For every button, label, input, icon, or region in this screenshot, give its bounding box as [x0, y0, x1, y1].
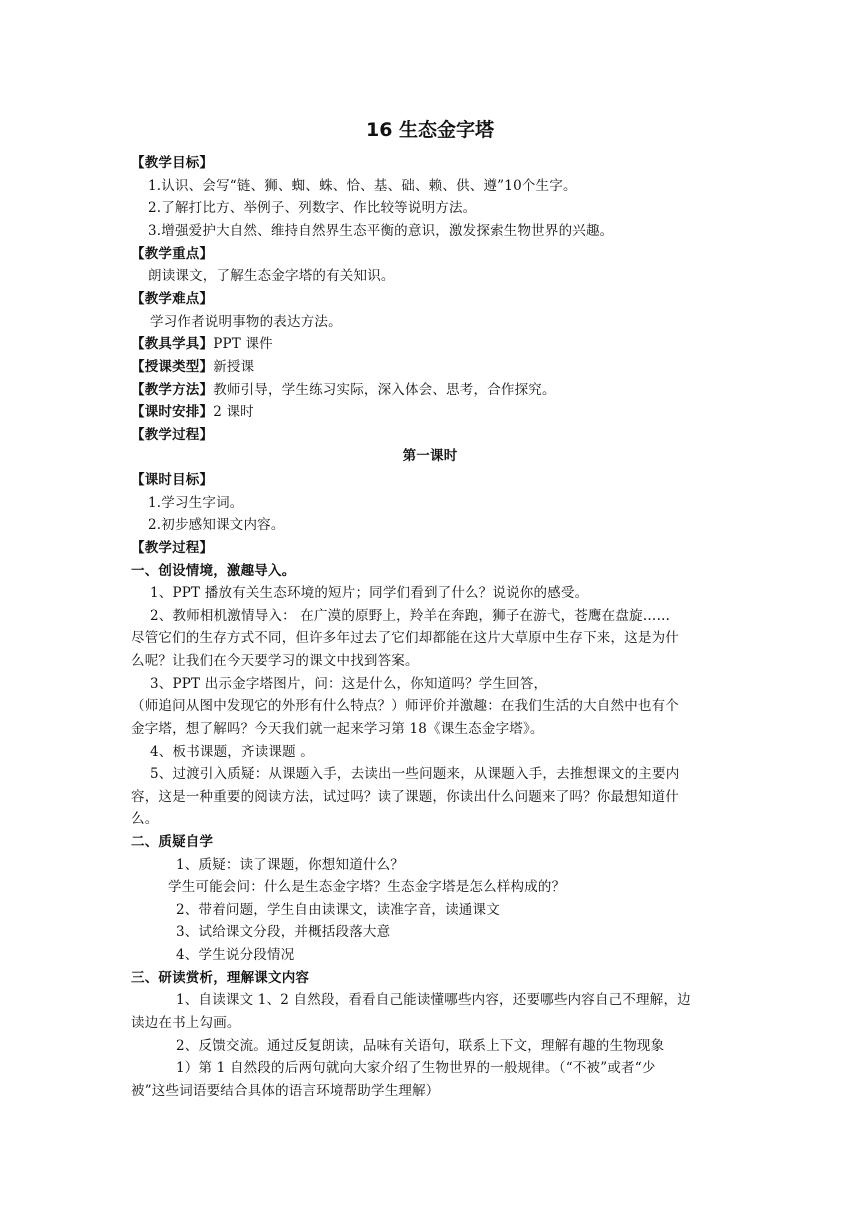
part-2-heading: 二、质疑自学: [131, 834, 214, 850]
part-1-step-4: 4、板书课题，齐读课题 。: [150, 744, 314, 760]
lesson-type-label: 【授课类型】: [131, 359, 214, 375]
first-lesson-heading: 第一课时: [402, 448, 458, 464]
objective-2: 2.了解打比方、举例子、列数字、作比较等说明方法。: [148, 200, 477, 216]
part-2-step-1: 1、质疑：读了课题，你想知道什么？: [176, 857, 404, 873]
key-points-text: 朗读课文，了解生态金字塔的有关知识。: [148, 268, 395, 284]
part-1-step-1: 1、PPT 播放有关生态环境的短片；同学们看到了什么？说说你的感受。: [150, 585, 589, 601]
lesson-objective-1: 1.学习生字词。: [148, 495, 244, 511]
part-3-step-1: 1、自读课文 1、2 自然段，看看自己能读懂哪些内容，还要哪些内容自己不理解，边: [176, 992, 691, 1008]
section-heading-objectives: 【教学目标】: [131, 155, 214, 171]
part-2-step-4: 4、学生说分段情况: [176, 947, 295, 963]
objective-1: 1.认识、会写“链、狮、蜘、蛛、恰、基、础、赖、供、遵”10个生字。: [148, 178, 577, 194]
difficulties-text: 学习作者说明事物的表达方法。: [150, 314, 342, 330]
objective-3: 3.增强爱护大自然、维持自然界生态平衡的意识，激发探索生物世界的兴趣。: [148, 223, 614, 239]
part-3-step-1-cont: 读边在书上勾画。: [131, 1015, 241, 1031]
lesson-objective-2: 2.初步感知课文内容。: [148, 517, 285, 533]
lesson-type-row: [131, 356, 254, 378]
part-1-step-2-cont-1: 尽管它们的生存方式不同，但许多年过去了它们却都能在这片大草原中生存下来，这是为什: [131, 630, 679, 646]
part-2-step-3: 3、试给课文分段，并概括段落大意: [176, 924, 391, 940]
section-heading-process-2: 【教学过程】: [131, 540, 214, 556]
lesson-type-value: 新授课: [213, 359, 255, 375]
teaching-aids-row: [131, 333, 273, 355]
part-2-step-2: 2、带着问题，学生自由读课文，读准字音，读通课文: [176, 902, 500, 918]
part-1-step-3: 3、PPT 出示金字塔图片，问：这是什么，你知道吗？学生回答，: [150, 676, 548, 692]
part-1-step-2: 2、教师相机激情导入： 在广漠的原野上，羚羊在奔跑，狮子在游弋，苍鹰在盘旋……: [150, 608, 671, 624]
part-1-step-5: 5、过渡引入质疑：从课题入手，去读出一些问题来，从课题入手，去推想课文的主要内: [150, 766, 680, 782]
part-3-sub-1-cont: 被”这些词语要结合具体的语言环境帮助学生理解）: [131, 1083, 440, 1099]
schedule-row: [131, 401, 254, 423]
part-1-step-3-cont-1: （师追问从图中发现它的外形有什么特点？）师评价并激趣：在我们生活的大自然中也有个: [131, 698, 679, 714]
section-heading-process: 【教学过程】: [131, 427, 214, 443]
part-3-heading: 三、研读赏析，理解课文内容: [131, 970, 310, 986]
section-heading-key-points: 【教学重点】: [131, 246, 214, 262]
schedule-label: 【课时安排】: [131, 404, 214, 420]
document-title: 16 生态金字塔: [365, 119, 495, 141]
teaching-method-label: 【教学方法】: [131, 382, 214, 398]
teaching-aids-label: 【教具学具】: [131, 336, 214, 352]
section-heading-lesson-objectives: 【课时目标】: [131, 472, 214, 488]
part-2-student-question: 学生可能会问：什么是生态金字塔？生态金字塔是怎么样构成的？: [168, 879, 566, 895]
part-1-step-5-cont-2: 么。: [131, 811, 159, 827]
teaching-aids-value: PPT 课件: [213, 336, 273, 352]
teaching-method-row: [131, 379, 556, 401]
part-3-sub-1: 1）第 1 自然段的后两句就向大家介绍了生物世界的一般规律。（“不被”或者“少: [176, 1060, 656, 1076]
part-3-step-2: 2、反馈交流。通过反复朗读，品味有关语句，联系上下文，理解有趣的生物现象: [176, 1038, 665, 1054]
part-1-step-5-cont-1: 容，这是一种重要的阅读方法，试过吗？读了课题，你读出什么问题来了吗？你最想知道什: [131, 789, 679, 805]
section-heading-difficulties: 【教学难点】: [131, 291, 214, 307]
schedule-value: 2 课时: [213, 404, 254, 420]
part-1-heading: 一、创设情境，激趣导入。: [131, 563, 296, 579]
part-1-step-2-cont-2: 么呢？让我们在今天要学习的课文中找到答案。: [131, 653, 419, 669]
part-1-step-3-cont-2: 金字塔，想了解吗？今天我们就一起来学习第 18《课生态金字塔》。: [131, 721, 544, 737]
teaching-method-value: 教师引导，学生练习实际，深入体会、思考，合作探究。: [213, 382, 556, 398]
